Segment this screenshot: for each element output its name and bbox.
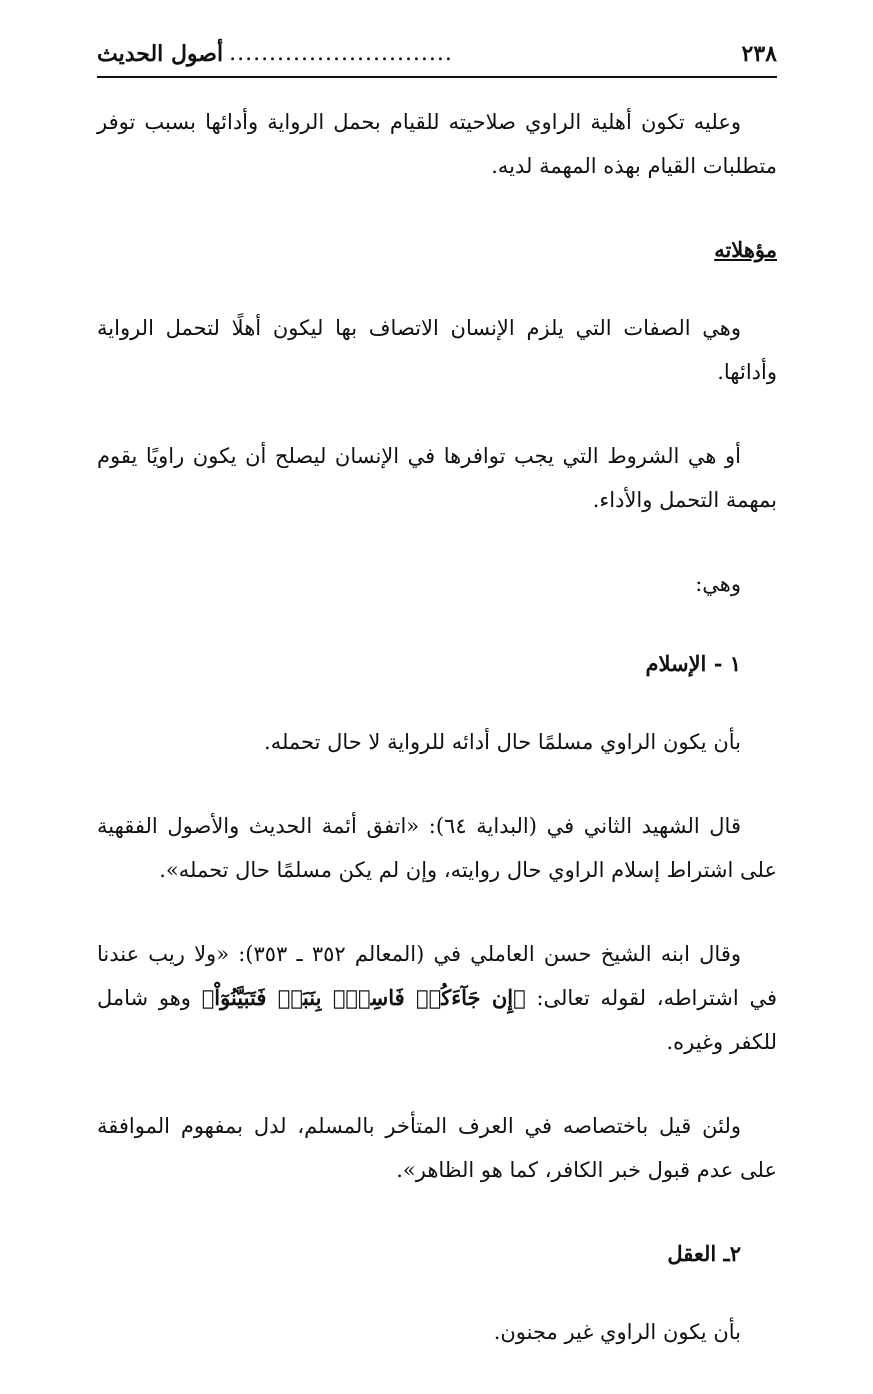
running-header [97, 34, 777, 74]
paragraph-qualifications-definition: وهي الصفات التي يلزم الإنسان الاتصاف بها ليكون أهلًا لتحمل الرواية وأدائها. [97, 316, 777, 384]
page-number: ٢٣٨ [741, 41, 777, 67]
quran-verse: ﴿إِن جَآءَكُمۡ فَاسِقُۢ بِنَبَإٖ فَتَبَيَّنُوٓاْ﴾ [201, 985, 526, 1010]
section-heading-qualifications: مؤهلاته [714, 237, 777, 262]
header-dot-leader: ............................ [229, 41, 453, 66]
paragraph-hasan-amili-quote [97, 932, 777, 1064]
paragraph-kafir-report: ولئن قيل باختصاصه في العرف المتأخر بالمسلم، لدل بمفهوم الموافقة على عدم قبول خبر الكافر، كما هو الظاهر». [97, 1114, 777, 1182]
paragraph-conditions-definition: أو هي الشروط التي يجب توافرها في الإنسان ليصلح أن يكون راويًا يقوم بمهمة التحمل والأداء. [97, 444, 777, 512]
header-rule [97, 76, 777, 78]
quote-text-before: وقال ابنه الشيخ حسن العاملي في (المعالم ٣٥٢ ـ ٣٥٣): «ولا ريب عندنا في اشتراطه، لقوله تعالى: [97, 942, 778, 1010]
paragraph-eligibility-definition: وعليه تكون أهلية الراوي صلاحيته للقيام بحمل الرواية وأدائها بسبب توفر متطلبات القيام بهذه المهمة لديه. [97, 110, 777, 178]
paragraph-intellect-condition: بأن يكون الراوي غير مجنون. [493, 1320, 741, 1344]
subheading-islam: ١ - الإسلام [645, 651, 741, 676]
quote-text-after: وهو شامل للكفر وغيره. [97, 986, 777, 1054]
paragraph-shahid-thani-quote: قال الشهيد الثاني في (البداية ٦٤): «اتفق أئمة الحديث والأصول الفقهية على اشتراط إسلام الراوي حال روايته، وإن لم يكن مسلمًا حال تحمله». [97, 814, 777, 882]
list-intro-label: وهي: [695, 572, 741, 596]
header-title: أصول الحديث [97, 41, 224, 67]
page-body [97, 100, 777, 1394]
subheading-intellect: ٢ـ العقل [667, 1241, 741, 1266]
paragraph-islam-condition: بأن يكون الراوي مسلمًا حال أدائه للرواية لا حال تحمله. [264, 730, 741, 754]
